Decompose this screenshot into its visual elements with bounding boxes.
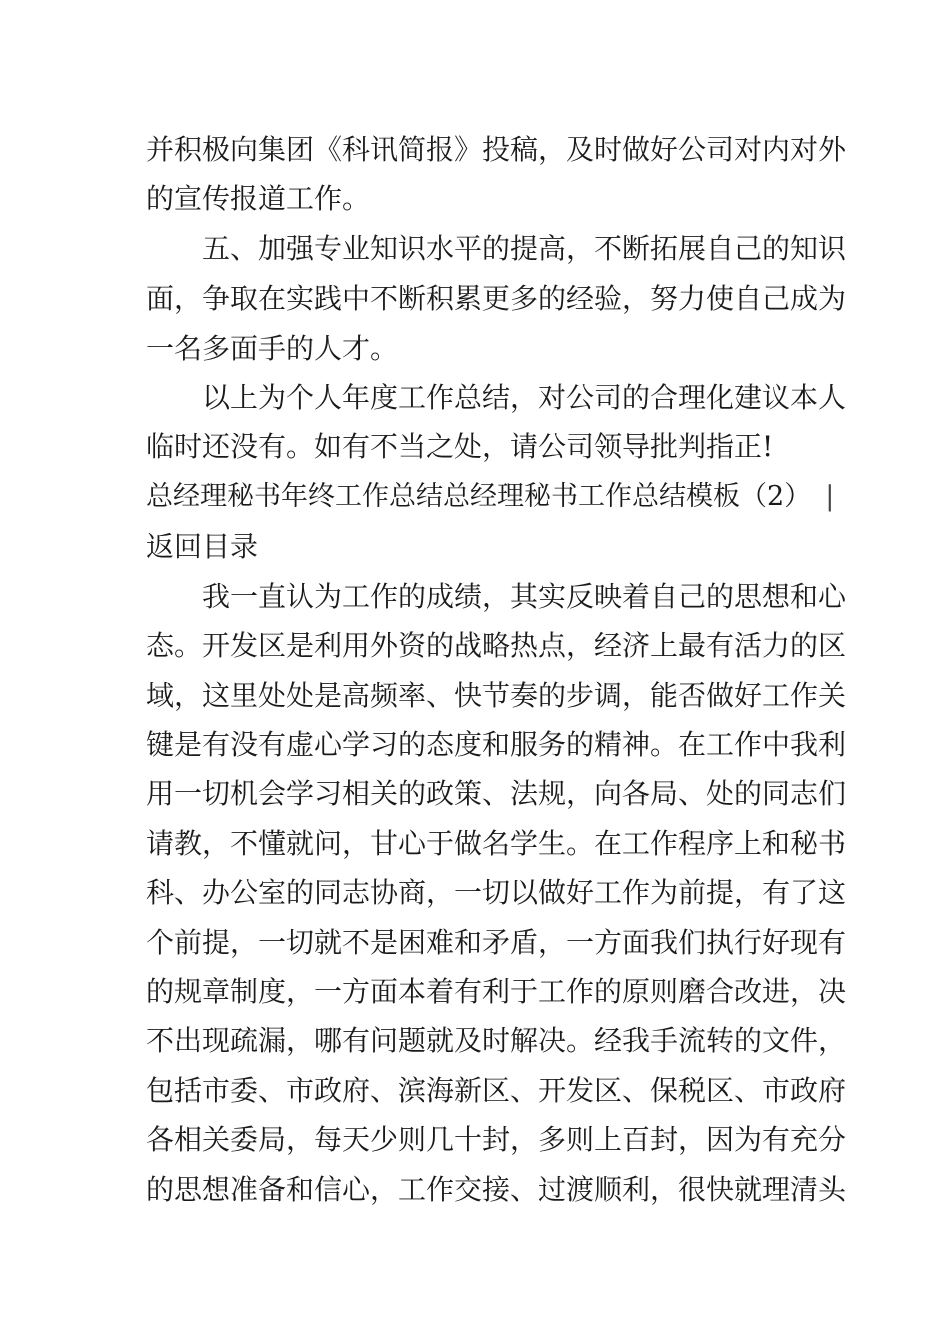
paragraph-line: 的思想准备和信心，工作交接、过渡顺利，很快就理清头 [146,1173,847,1206]
paragraph-line: 面，争取在实践中不断积累更多的经验，努力使自己成为 [146,282,847,315]
paragraph-line: 包括市委、市政府、滨海新区、开发区、保税区、市政府 [146,1074,847,1107]
paragraph-line: 的规章制度，一方面本着有利于工作的原则磨合改进，决 [146,975,847,1008]
paragraph-line: 键是有没有虚心学习的态度和服务的精神。在工作中我利 [146,728,847,761]
paragraph-line: 的宣传报道工作。 [146,182,371,215]
back-to-contents-link[interactable]: 返回目录 [146,530,259,563]
paragraph-line: 各相关委局，每天少则几十封，多则上百封，因为有充分 [146,1123,847,1156]
paragraph-line: 个前提，一切就不是困难和矛盾，一方面我们执行好现有 [146,926,847,959]
paragraph-line: 并积极向集团《科讯简报》投稿，及时做好公司对内对外 [146,133,847,166]
paragraph-line: 不出现疏漏，哪有问题就及时解决。经我手流转的文件， [146,1024,847,1057]
paragraph-line: 用一切机会学习相关的政策、法规，向各局、处的同志们 [146,777,847,810]
section-heading [146,481,835,513]
paragraph-line: 临时还没有。如有不当之处，请公司领导批判指正! [146,430,774,463]
section-title: 总经理秘书年终工作总结总经理秘书工作总结模板（2） [146,481,812,512]
paragraph-line: 我一直认为工作的成绩，其实反映着自己的思想和心 [202,580,847,613]
paragraph-line: 一名多面手的人才。 [146,332,399,365]
paragraph-line: 域，这里处处是高频率、快节奏的步调，能否做好工作关 [146,679,847,712]
paragraph-line: 请教，不懂就问，甘心于做名学生。在工作程序上和秘书 [146,827,847,860]
paragraph-line: 科、办公室的同志协商，一切以做好工作为前提，有了这 [146,876,847,909]
paragraph-line: 态。开发区是利用外资的战略热点，经济上最有活力的区 [146,629,847,662]
paragraph-line: 以上为个人年度工作总结，对公司的合理化建议本人 [202,381,847,414]
separator: | [825,481,835,512]
paragraph-line: 五、加强专业知识水平的提高，不断拓展自己的知识 [202,232,847,265]
